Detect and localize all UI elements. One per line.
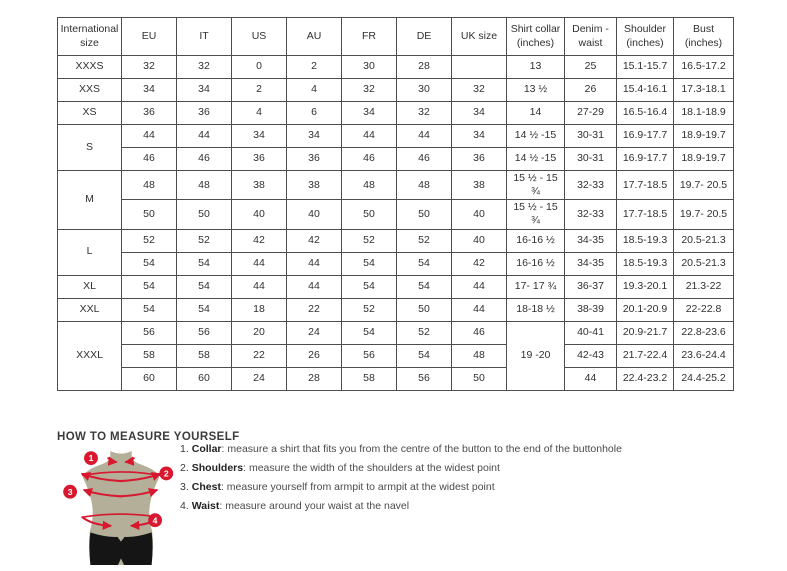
- size-row-xxxs: [58, 56, 734, 79]
- table-cell: 46: [397, 148, 452, 171]
- table-cell: 19.7- 20.5: [674, 200, 734, 229]
- table-cell: 16.9-17.7: [617, 125, 674, 148]
- table-cell: 40: [232, 200, 287, 229]
- step-number: 2.: [180, 462, 189, 474]
- badge-4-number: 4: [152, 515, 158, 526]
- table-cell: 44: [232, 252, 287, 275]
- table-cell: 22.8-23.6: [674, 321, 734, 344]
- table-cell: 22-22.8: [674, 298, 734, 321]
- table-cell: 54: [122, 298, 177, 321]
- mannequin-figure: [62, 449, 180, 566]
- size-row-s-2: [58, 148, 734, 171]
- table-cell: 54: [342, 321, 397, 344]
- table-cell: 22: [232, 344, 287, 367]
- table-cell: 42-43: [565, 344, 617, 367]
- table-cell: 44: [452, 298, 507, 321]
- table-cell: 36: [177, 102, 232, 125]
- badge-3-number: 3: [67, 486, 73, 497]
- column-header: Shirt collar (inches): [507, 18, 565, 56]
- table-cell: 20.9-21.7: [617, 321, 674, 344]
- table-cell: 24.4-25.2: [674, 367, 734, 390]
- table-cell: 16.5-17.2: [674, 56, 734, 79]
- column-header: IT: [177, 18, 232, 56]
- table-cell: 25: [565, 56, 617, 79]
- table-cell: 22.4-23.2: [617, 367, 674, 390]
- table-cell: 54: [397, 344, 452, 367]
- table-cell: 42: [232, 229, 287, 252]
- step-number: 1.: [180, 443, 189, 455]
- table-cell: 38-39: [565, 298, 617, 321]
- table-cell: 52: [342, 229, 397, 252]
- table-cell: 54: [177, 298, 232, 321]
- table-cell: 13 ½: [507, 79, 565, 102]
- table-cell: 30-31: [565, 125, 617, 148]
- table-cell: 26: [287, 344, 342, 367]
- table-cell: 40: [452, 200, 507, 229]
- table-cell: 32: [122, 56, 177, 79]
- table-cell: 44: [397, 125, 452, 148]
- badge-1-number: 1: [88, 453, 94, 464]
- table-cell: 17.3-18.1: [674, 79, 734, 102]
- step-text: : measure around your waist at the navel: [219, 500, 410, 512]
- step-label: Collar: [191, 443, 222, 455]
- table-cell: 17- 17 ¾: [507, 275, 565, 298]
- table-cell: 44: [287, 252, 342, 275]
- table-header-row: [58, 18, 734, 56]
- table-cell: 24: [287, 321, 342, 344]
- table-cell: 18.5-19.3: [617, 252, 674, 275]
- table-cell: 56: [177, 321, 232, 344]
- size-row-xxs: [58, 79, 734, 102]
- table-cell: 58: [122, 344, 177, 367]
- column-header: Denim - waist: [565, 18, 617, 56]
- column-header: International size: [58, 18, 122, 56]
- table-cell: 14 ½ -15: [507, 148, 565, 171]
- table-cell: 34-35: [565, 229, 617, 252]
- table-cell: 2: [287, 56, 342, 79]
- table-cell: 52: [342, 298, 397, 321]
- size-row-m-1: [58, 171, 734, 200]
- column-header: Bust (inches): [674, 18, 734, 56]
- table-cell: 42: [287, 229, 342, 252]
- table-cell: 44: [452, 275, 507, 298]
- collar-merged-cell: 19 -20: [507, 321, 565, 390]
- column-header: DE: [397, 18, 452, 56]
- table-cell: 24: [232, 367, 287, 390]
- table-cell: 18.9-19.7: [674, 148, 734, 171]
- table-cell: 54: [177, 252, 232, 275]
- table-cell: 20.5-21.3: [674, 229, 734, 252]
- table-cell: 4: [287, 79, 342, 102]
- table-cell: 16-16 ½: [507, 229, 565, 252]
- size-row-xxxl-2: [58, 344, 734, 367]
- table-cell: 36-37: [565, 275, 617, 298]
- table-cell: 46: [177, 148, 232, 171]
- table-cell: 50: [397, 200, 452, 229]
- measure-step-waist: [180, 501, 622, 512]
- table-cell: 0: [232, 56, 287, 79]
- step-text: : measure the width of the shoulders at the widest point: [243, 462, 500, 474]
- table-cell: 32: [177, 56, 232, 79]
- size-row-xl: [58, 275, 734, 298]
- step-number: 4.: [180, 500, 189, 512]
- table-cell: 46: [342, 148, 397, 171]
- table-cell: 15.1-15.7: [617, 56, 674, 79]
- table-cell: 34: [122, 79, 177, 102]
- table-cell: 44: [342, 125, 397, 148]
- table-cell: 54: [397, 275, 452, 298]
- table-cell: 15.4-16.1: [617, 79, 674, 102]
- table-cell: 15 ½ - 15 ¾: [507, 171, 565, 200]
- table-cell: 52: [122, 229, 177, 252]
- table-cell: 50: [397, 298, 452, 321]
- table-cell: 48: [452, 344, 507, 367]
- table-cell: 14: [507, 102, 565, 125]
- table-cell: 46: [122, 148, 177, 171]
- step-text: : measure a shirt that fits you from the centre of the button to the end of the buttonhole: [221, 443, 622, 455]
- table-cell: 60: [177, 367, 232, 390]
- table-cell: 28: [397, 56, 452, 79]
- table-cell: 46: [452, 321, 507, 344]
- table-cell: 38: [232, 171, 287, 200]
- table-cell: 30: [397, 79, 452, 102]
- table-cell: 17.7-18.5: [617, 171, 674, 200]
- guide-title: HOW TO MEASURE YOURSELF: [57, 431, 240, 443]
- table-cell: 13: [507, 56, 565, 79]
- table-cell: 28: [287, 367, 342, 390]
- size-label-cell: S: [58, 125, 122, 171]
- table-cell: 58: [177, 344, 232, 367]
- size-row-xxxl-3: [58, 367, 734, 390]
- table-cell: 48: [177, 171, 232, 200]
- table-cell: 20: [232, 321, 287, 344]
- table-cell: 34: [177, 79, 232, 102]
- table-cell: 20.1-20.9: [617, 298, 674, 321]
- size-row-l-1: [58, 229, 734, 252]
- size-row-xxl: [58, 298, 734, 321]
- table-cell: 34-35: [565, 252, 617, 275]
- column-header: UK size: [452, 18, 507, 56]
- measure-step-collar: [180, 444, 622, 455]
- size-label-cell: XXS: [58, 79, 122, 102]
- size-row-xs: [58, 102, 734, 125]
- table-cell: 36: [232, 148, 287, 171]
- table-cell: 58: [342, 367, 397, 390]
- table-cell: 54: [122, 275, 177, 298]
- table-cell: 17.7-18.5: [617, 200, 674, 229]
- table-cell: 54: [177, 275, 232, 298]
- size-row-s-1: [58, 125, 734, 148]
- column-header: AU: [287, 18, 342, 56]
- table-cell: 56: [342, 344, 397, 367]
- size-label-cell: XXXS: [58, 56, 122, 79]
- table-cell: 19.3-20.1: [617, 275, 674, 298]
- table-cell: 44: [232, 275, 287, 298]
- table-cell: 18.9-19.7: [674, 125, 734, 148]
- table-cell: 4: [232, 102, 287, 125]
- table-cell: 16-16 ½: [507, 252, 565, 275]
- table-cell: 48: [122, 171, 177, 200]
- step-number: 3.: [180, 481, 189, 493]
- table-cell: 40: [452, 229, 507, 252]
- table-cell: 34: [452, 102, 507, 125]
- table-cell: 18.1-18.9: [674, 102, 734, 125]
- table-cell: 42: [452, 252, 507, 275]
- table-cell: 2: [232, 79, 287, 102]
- table-cell: 16.9-17.7: [617, 148, 674, 171]
- table-cell: 18.5-19.3: [617, 229, 674, 252]
- table-cell: 18: [232, 298, 287, 321]
- table-cell: 16.5-16.4: [617, 102, 674, 125]
- table-cell: 34: [287, 125, 342, 148]
- size-label-cell: M: [58, 171, 122, 230]
- size-chart-table: [57, 17, 734, 391]
- table-cell: 21.3-22: [674, 275, 734, 298]
- table-cell: 48: [342, 171, 397, 200]
- size-row-l-2: [58, 252, 734, 275]
- size-label-cell: XXXL: [58, 321, 122, 390]
- table-cell: 20.5-21.3: [674, 252, 734, 275]
- table-cell: 14 ½ -15: [507, 125, 565, 148]
- column-header: FR: [342, 18, 397, 56]
- table-cell: 52: [177, 229, 232, 252]
- step-label: Chest: [191, 481, 221, 493]
- table-cell: 18-18 ½: [507, 298, 565, 321]
- measure-step-shoulders: [180, 463, 622, 474]
- measure-instructions-list: [180, 444, 622, 520]
- column-header: Shoulder (inches): [617, 18, 674, 56]
- table-cell: 15 ½ - 15 ¾: [507, 200, 565, 229]
- table-cell: 50: [342, 200, 397, 229]
- size-row-m-2: [58, 200, 734, 229]
- mannequin-illustration: [62, 449, 180, 566]
- table-cell: 54: [122, 252, 177, 275]
- table-cell: 36: [287, 148, 342, 171]
- step-label: Shoulders: [191, 462, 244, 474]
- size-label-cell: XXL: [58, 298, 122, 321]
- table-cell: 23.6-24.4: [674, 344, 734, 367]
- table-cell: 54: [342, 275, 397, 298]
- table-cell: 48: [397, 171, 452, 200]
- table-cell: 44: [565, 367, 617, 390]
- column-header: EU: [122, 18, 177, 56]
- table-cell: 22: [287, 298, 342, 321]
- table-cell: 6: [287, 102, 342, 125]
- step-text: : measure yourself from armpit to armpit at the widest point: [220, 481, 495, 493]
- table-cell: 60: [122, 367, 177, 390]
- table-cell: 36: [452, 148, 507, 171]
- table-cell: 56: [397, 367, 452, 390]
- table-cell: 56: [122, 321, 177, 344]
- table-cell: 50: [177, 200, 232, 229]
- table-cell: 38: [287, 171, 342, 200]
- table-cell: 52: [397, 229, 452, 252]
- table-cell: 54: [342, 252, 397, 275]
- table-cell: 44: [287, 275, 342, 298]
- table-cell: 32: [397, 102, 452, 125]
- measure-step-chest: [180, 482, 622, 493]
- table-cell: 34: [452, 125, 507, 148]
- badge-2-number: 2: [163, 468, 169, 479]
- table-cell: 52: [397, 321, 452, 344]
- step-label: Waist: [191, 500, 220, 512]
- table-cell: 36: [122, 102, 177, 125]
- table-cell: 54: [397, 252, 452, 275]
- size-label-cell: XS: [58, 102, 122, 125]
- size-label-cell: L: [58, 229, 122, 275]
- table-cell: 50: [452, 367, 507, 390]
- table-cell: [452, 56, 507, 79]
- table-cell: 38: [452, 171, 507, 200]
- table-cell: 32: [342, 79, 397, 102]
- table-cell: 19.7- 20.5: [674, 171, 734, 200]
- table-cell: 34: [342, 102, 397, 125]
- table-cell: 44: [177, 125, 232, 148]
- table-cell: 30-31: [565, 148, 617, 171]
- table-cell: 27-29: [565, 102, 617, 125]
- table-cell: 40: [287, 200, 342, 229]
- table-cell: 34: [232, 125, 287, 148]
- table-cell: 30: [342, 56, 397, 79]
- table-cell: 40-41: [565, 321, 617, 344]
- table-cell: 21.7-22.4: [617, 344, 674, 367]
- table-cell: 32: [452, 79, 507, 102]
- table-cell: 32-33: [565, 171, 617, 200]
- table-cell: 44: [122, 125, 177, 148]
- column-header: US: [232, 18, 287, 56]
- size-label-cell: XL: [58, 275, 122, 298]
- table-cell: 50: [122, 200, 177, 229]
- size-row-xxxl-1: [58, 321, 734, 344]
- table-cell: 26: [565, 79, 617, 102]
- table-cell: 32-33: [565, 200, 617, 229]
